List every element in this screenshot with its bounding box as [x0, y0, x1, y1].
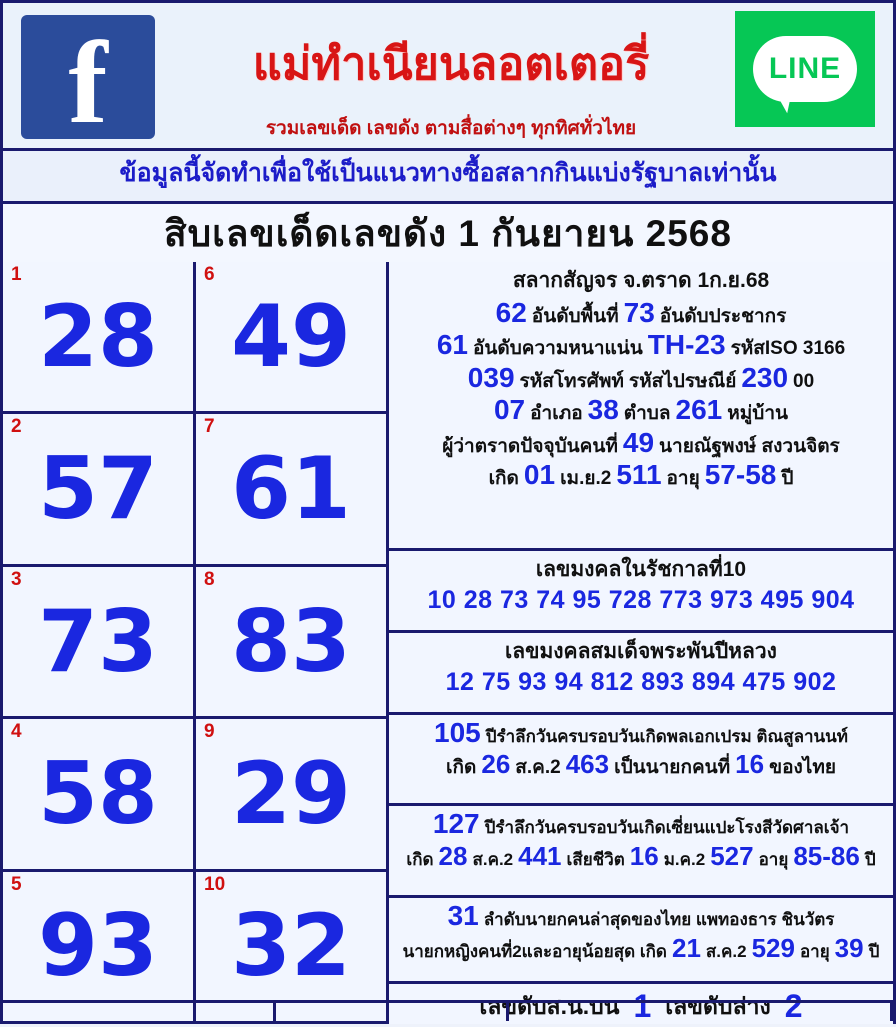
number-rank: 9 — [204, 721, 215, 743]
page-subtitle: รวมเลขเด็ด เลขดัง ตามสื่อต่างๆ ทุกทิศทั่วไทย — [265, 118, 637, 139]
number-cell[interactable] — [3, 262, 193, 414]
subdistrict-count: 38 — [587, 394, 619, 426]
page-title: แม่ทำเนียนลอตเตอรี่ — [252, 38, 650, 89]
phone-code-label: รหัสโทรศัพท์ — [519, 370, 624, 392]
population-rank-value: 73 — [623, 297, 655, 328]
dead-bottom-value: 2 — [784, 988, 803, 1024]
number-rank: 7 — [204, 416, 215, 438]
postal-code-suffix: 00 — [793, 370, 815, 392]
area-rank-label: อันดับพื้นที่ — [531, 306, 619, 327]
birth-day: 01 — [523, 459, 556, 491]
info-row-density — [393, 329, 889, 361]
sianpae-death-label: เสียชีวิต — [566, 849, 625, 869]
number-cell[interactable] — [196, 262, 386, 414]
line-bubble — [753, 36, 857, 102]
prem-title: ปีรำลึกวันครบรอบวันเกิดพลเอกเปรม ติณสูลานนท์ — [485, 726, 848, 746]
birth-month: เม.ย.2 — [560, 468, 612, 490]
sianpae-birth-year: 441 — [518, 840, 562, 871]
prem-birth-day: 26 — [481, 749, 511, 780]
age-value: 57-58 — [704, 459, 777, 491]
sianpae-death-month: ม.ค.2 — [663, 849, 706, 869]
area-rank-value: 62 — [495, 297, 527, 328]
number-rank: 1 — [11, 264, 22, 285]
mongkol-queen-box — [389, 633, 893, 715]
phone-code-value: 039 — [467, 361, 515, 393]
dead-top-value: 1 — [633, 988, 652, 1024]
dead-top-label: เลขดับส.น.บน — [479, 992, 620, 1019]
sianpae-age-unit: ปี — [864, 849, 876, 869]
number-rank: 6 — [204, 264, 215, 285]
iso-code-label: รหัสISO 3166 — [730, 338, 846, 360]
district-label: อำเภอ — [530, 403, 583, 425]
number-rank: 5 — [11, 873, 22, 895]
sianpae-anniversary-box — [389, 806, 893, 898]
footer-cell-2 — [276, 1003, 509, 1021]
info-row-governor — [393, 427, 889, 459]
age-label: อายุ — [666, 468, 700, 490]
governor-label: ผู้ว่าตราดปัจจุบันคนที่ — [442, 435, 618, 457]
number-rank: 8 — [204, 568, 215, 590]
birth-label: เกิด — [488, 468, 519, 490]
number-value: 49 — [231, 286, 351, 387]
village-count: 261 — [675, 394, 723, 426]
pm-birth-month: ส.ค.2 — [705, 941, 747, 961]
prem-birth-year: 463 — [565, 749, 610, 780]
number-value: 61 — [231, 439, 351, 540]
number-cell[interactable] — [196, 719, 386, 871]
number-cell[interactable] — [3, 719, 193, 871]
number-cell[interactable] — [196, 414, 386, 566]
village-label: หมู่บ้าน — [727, 403, 789, 425]
density-rank-label: อันดับความหนาแน่น — [472, 338, 643, 360]
info-row-codes — [393, 362, 889, 394]
prem-pm-suffix: ของไทย — [769, 757, 836, 779]
sianpae-title-row — [393, 808, 889, 840]
sianpae-death-year: 527 — [710, 840, 754, 871]
sianpae-death-day: 16 — [629, 840, 659, 871]
info-row-birth — [393, 459, 889, 491]
pm-title-row — [393, 900, 889, 932]
governor-name: นายณัฐพงษ์ สงวนจิตร — [659, 435, 840, 457]
prem-birth-label: เกิด — [446, 757, 477, 779]
mongkol-rama10-numbers: 10 28 73 74 95 728 773 973 495 904 — [427, 586, 855, 615]
prime-minister-box — [389, 898, 893, 984]
number-cell[interactable] — [196, 567, 386, 719]
footer-strip — [3, 1000, 893, 1021]
numbers-column-right — [196, 262, 389, 1024]
number-value: 32 — [231, 896, 351, 997]
number-rank: 3 — [11, 568, 22, 590]
poster-body — [3, 262, 893, 1024]
governor-number: 49 — [622, 426, 655, 458]
mongkol-queen-numbers: 12 75 93 94 812 893 894 475 902 — [445, 667, 837, 696]
prem-birth-month: ส.ค.2 — [515, 757, 561, 779]
prem-title-row — [393, 717, 889, 749]
postal-code-value: 230 — [741, 361, 789, 393]
sianpae-birth-day: 28 — [438, 840, 468, 871]
pm-birth-year: 529 — [751, 932, 795, 963]
birth-year: 511 — [616, 459, 662, 491]
poster-header — [3, 3, 893, 151]
sianpae-birth-label: เกิด — [406, 849, 434, 869]
postal-code-label: รหัสไปรษณีย์ — [628, 370, 737, 392]
facebook-icon[interactable] — [21, 15, 155, 148]
dead-bottom-label: เลขดับล่าง — [665, 992, 771, 1019]
number-value: 28 — [38, 286, 158, 387]
iso-code-value: TH-23 — [647, 329, 726, 361]
pm-age-label: อายุ — [799, 941, 830, 961]
number-value: 83 — [231, 591, 351, 692]
province-title: สลากสัญจร จ.ตราด 1ก.ย.68 — [512, 269, 770, 292]
line-icon[interactable] — [735, 11, 875, 127]
numbers-column-left — [3, 262, 196, 1024]
number-value: 73 — [38, 591, 158, 692]
mongkol-rama10-box — [389, 551, 893, 633]
sianpae-birth-month: ส.ค.2 — [472, 849, 514, 869]
province-info-box — [389, 262, 893, 551]
number-cell[interactable] — [3, 567, 193, 719]
number-value: 58 — [38, 743, 158, 844]
number-value: 57 — [38, 439, 158, 540]
prem-anniversary-box — [389, 715, 893, 807]
line-label: LINE — [768, 52, 842, 85]
pm-title: ลำดับนายกคนล่าสุดของไทย แพทองธาร ชินวัตร — [483, 910, 835, 930]
pm-note: นายกหญิงคนที่2และอายุน้อยสุด เกิด — [402, 941, 667, 961]
sianpae-title: ปีรำลึกวันครบรอบวันเกิดเซี่ยนแปะโรงสีวัดศาลเจ้า — [484, 818, 850, 838]
density-rank-value: 61 — [436, 329, 468, 361]
age-unit: ปี — [781, 468, 794, 490]
sianpae-years: 127 — [432, 808, 480, 840]
pm-age-value: 39 — [834, 932, 864, 963]
prem-pm-number: 16 — [735, 749, 765, 780]
pm-birth-day: 21 — [671, 932, 701, 963]
number-value: 93 — [38, 896, 158, 997]
population-rank-label: อันดับประชากร — [659, 306, 787, 327]
pm-age-unit: ปี — [868, 941, 880, 961]
info-row-area-rank — [393, 297, 889, 329]
facebook-letter: f — [68, 16, 108, 148]
number-value: 29 — [231, 743, 351, 844]
mongkol-queen-title: เลขมงคลสมเด็จพระพันปีหลวง — [505, 639, 777, 663]
date-bar-text: สิบเลขเด็ดเลขดัง 1 กันยายน 2568 — [164, 212, 732, 254]
number-rank: 2 — [11, 416, 22, 438]
info-row-divisions — [393, 394, 889, 426]
prem-detail-row — [393, 749, 889, 779]
district-count: 07 — [493, 394, 526, 426]
prem-years: 105 — [434, 716, 481, 748]
prem-pm-label: เป็นนายกคนที่ — [614, 757, 731, 779]
date-bar — [3, 201, 893, 265]
footer-cell-1 — [3, 1003, 276, 1021]
number-rank: 10 — [204, 873, 226, 895]
subdistrict-label: ตำบล — [623, 403, 671, 425]
disclaimer-banner: ข้อมูลนี้จัดทำเพื่อใช้เป็นแนวทางซื้อสลากกินแบ่งรัฐบาลเท่านั้น — [119, 159, 777, 187]
pm-detail-row — [393, 933, 889, 963]
sianpae-detail-row — [393, 841, 889, 871]
number-rank: 4 — [11, 721, 22, 743]
number-cell[interactable] — [3, 414, 193, 566]
info-column — [389, 262, 893, 1024]
sianpae-age-label: อายุ — [758, 849, 789, 869]
sianpae-age-value: 85-86 — [793, 840, 860, 871]
footer-cell-3 — [509, 1003, 893, 1021]
mongkol-rama10-title: เลขมงคลในรัชกาลที่10 — [535, 558, 747, 582]
pm-order-number: 31 — [447, 900, 479, 932]
